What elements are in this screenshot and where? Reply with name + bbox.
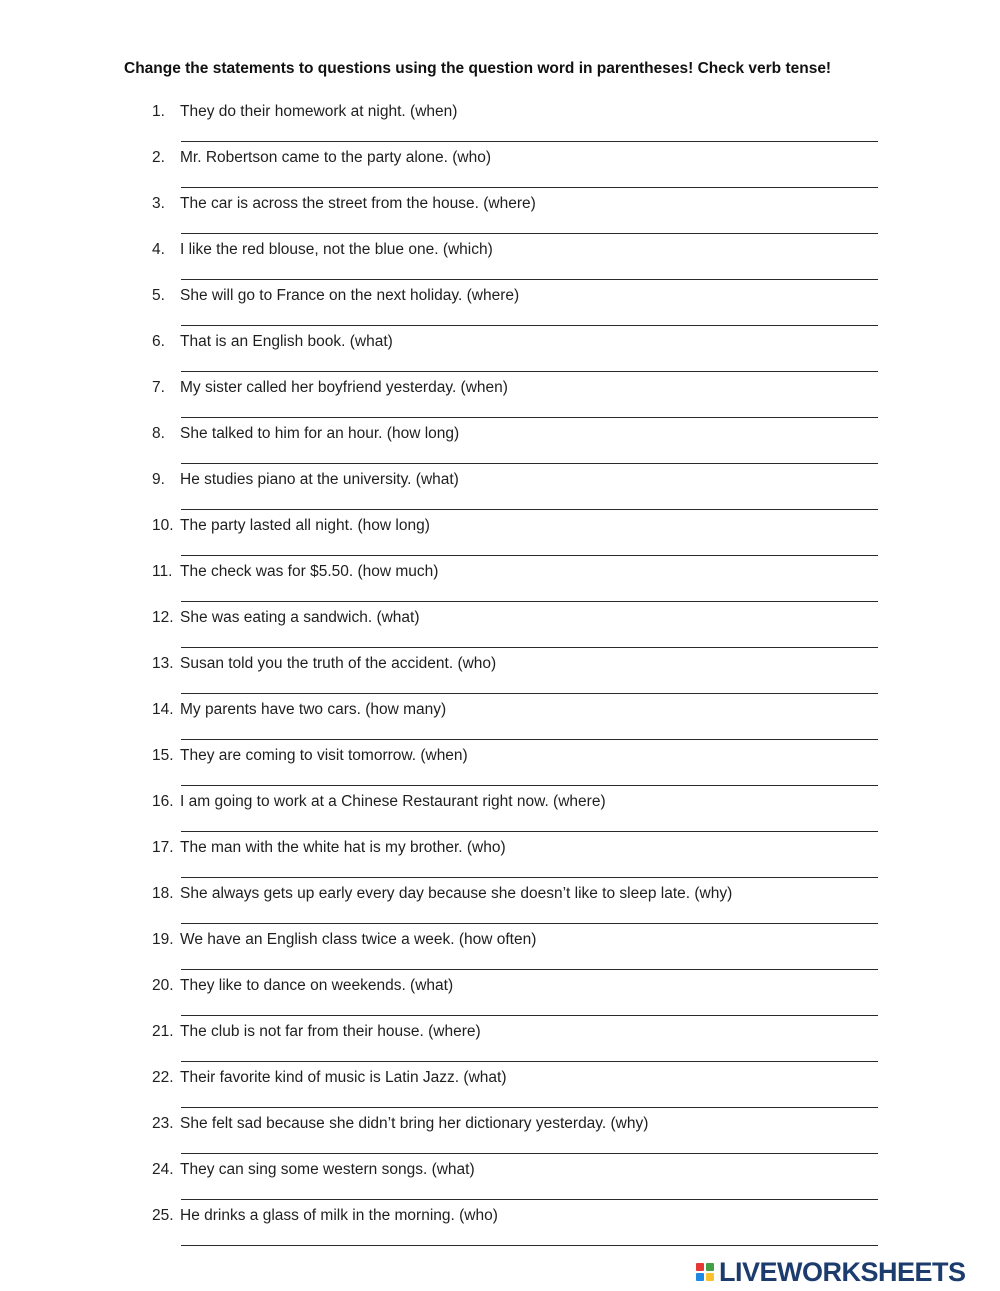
- question-statement: [152, 977, 453, 995]
- question-item: [0, 147, 1000, 193]
- question-text: They do their homework at night. (when): [180, 103, 458, 120]
- question-text: My parents have two cars. (how many): [180, 701, 447, 718]
- answer-input[interactable]: [181, 261, 878, 281]
- question-statement: [152, 1115, 648, 1133]
- question-statement: [152, 379, 508, 397]
- question-number: 22.: [152, 1069, 174, 1086]
- question-statement: [152, 931, 536, 949]
- answer-input[interactable]: [181, 123, 878, 143]
- question-text: We have an English class twice a week. (how often): [180, 931, 537, 948]
- answer-input[interactable]: [181, 1135, 878, 1155]
- question-statement: [152, 195, 536, 213]
- question-number: 12.: [152, 609, 174, 626]
- answer-input[interactable]: [181, 997, 878, 1017]
- answer-input[interactable]: [181, 445, 878, 465]
- answer-input[interactable]: [181, 675, 878, 695]
- answer-input[interactable]: [181, 491, 878, 511]
- answer-input[interactable]: [181, 905, 878, 925]
- question-statement: [152, 655, 496, 673]
- answer-input[interactable]: [181, 399, 878, 419]
- question-item: [0, 607, 1000, 653]
- question-item: [0, 285, 1000, 331]
- question-statement: [152, 149, 491, 167]
- question-item: [0, 515, 1000, 561]
- question-text: Their favorite kind of music is Latin Jazz. (what): [180, 1069, 507, 1086]
- question-statement: [152, 885, 732, 903]
- question-number: 14.: [152, 701, 174, 718]
- question-text: They like to dance on weekends. (what): [180, 977, 454, 994]
- question-number: 7.: [152, 379, 165, 396]
- question-number: 3.: [152, 195, 165, 212]
- question-item: [0, 975, 1000, 1021]
- question-item: [0, 791, 1000, 837]
- question-item: [0, 469, 1000, 515]
- question-number: 16.: [152, 793, 174, 810]
- question-number: 20.: [152, 977, 174, 994]
- question-item: [0, 837, 1000, 883]
- question-item: [0, 331, 1000, 377]
- question-text: He drinks a glass of milk in the morning. (who): [180, 1207, 498, 1224]
- answer-input[interactable]: [181, 951, 878, 971]
- question-statement: [152, 563, 438, 581]
- question-item: [0, 1113, 1000, 1159]
- answer-input[interactable]: [181, 353, 878, 373]
- question-text: My sister called her boyfriend yesterday. (when): [180, 379, 508, 396]
- question-item: [0, 1021, 1000, 1067]
- question-statement: [152, 1023, 481, 1041]
- question-text: She was eating a sandwich. (what): [180, 609, 420, 626]
- question-number: 15.: [152, 747, 174, 764]
- answer-input[interactable]: [181, 1043, 878, 1063]
- answer-input[interactable]: [181, 583, 878, 603]
- question-text: She felt sad because she didn’t bring her dictionary yesterday. (why): [180, 1115, 649, 1132]
- question-list: [0, 101, 1000, 1251]
- question-text: The car is across the street from the house. (where): [180, 195, 536, 212]
- question-item: [0, 193, 1000, 239]
- question-text: Susan told you the truth of the accident. (who): [180, 655, 497, 672]
- answer-input[interactable]: [181, 813, 878, 833]
- question-text: That is an English book. (what): [180, 333, 393, 350]
- question-text: They can sing some western songs. (what): [180, 1161, 475, 1178]
- question-statement: [152, 1207, 498, 1225]
- question-number: 21.: [152, 1023, 174, 1040]
- question-statement: [152, 701, 446, 719]
- question-item: [0, 745, 1000, 791]
- question-item: [0, 1205, 1000, 1251]
- question-statement: [152, 287, 519, 305]
- question-statement: [152, 471, 459, 489]
- question-number: 19.: [152, 931, 174, 948]
- question-number: 8.: [152, 425, 165, 442]
- question-text: She talked to him for an hour. (how long): [180, 425, 460, 442]
- liveworksheets-brand: [696, 1256, 966, 1288]
- question-item: [0, 423, 1000, 469]
- question-item: [0, 653, 1000, 699]
- question-text: The check was for $5.50. (how much): [180, 563, 439, 580]
- question-statement: [152, 793, 606, 811]
- question-number: 6.: [152, 333, 165, 350]
- question-statement: [152, 425, 459, 443]
- question-text: The man with the white hat is my brother. (who): [180, 839, 506, 856]
- logo-square-yellow: [706, 1273, 714, 1281]
- question-number: 4.: [152, 241, 165, 258]
- question-statement: [152, 333, 393, 351]
- question-number: 23.: [152, 1115, 174, 1132]
- answer-input[interactable]: [181, 1181, 878, 1201]
- answer-input[interactable]: [181, 1227, 878, 1247]
- answer-input[interactable]: [181, 537, 878, 557]
- question-text: They are coming to visit tomorrow. (when): [180, 747, 468, 764]
- logo-square-blue: [696, 1273, 704, 1281]
- question-number: 5.: [152, 287, 165, 304]
- answer-input[interactable]: [181, 169, 878, 189]
- question-item: [0, 1159, 1000, 1205]
- question-number: 9.: [152, 471, 165, 488]
- answer-input[interactable]: [181, 767, 878, 787]
- question-statement: [152, 609, 420, 627]
- question-number: 17.: [152, 839, 174, 856]
- question-item: [0, 883, 1000, 929]
- answer-input[interactable]: [181, 307, 878, 327]
- answer-input[interactable]: [181, 215, 878, 235]
- question-number: 11.: [152, 563, 173, 580]
- question-number: 2.: [152, 149, 165, 166]
- question-statement: [152, 1161, 475, 1179]
- question-text: I am going to work at a Chinese Restaurant right now. (where): [180, 793, 606, 810]
- logo-square-green: [706, 1263, 714, 1271]
- question-number: 25.: [152, 1207, 174, 1224]
- question-number: 24.: [152, 1161, 174, 1178]
- question-text: She will go to France on the next holiday. (where): [180, 287, 520, 304]
- question-text: She always gets up early every day because she doesn’t like to sleep late. (why): [180, 885, 733, 902]
- question-text: The party lasted all night. (how long): [180, 517, 430, 534]
- question-item: [0, 101, 1000, 147]
- question-statement: [152, 1069, 506, 1087]
- question-number: 1.: [152, 103, 165, 120]
- answer-input[interactable]: [181, 859, 878, 879]
- logo-square-red: [696, 1263, 704, 1271]
- question-statement: [152, 747, 468, 765]
- answer-input[interactable]: [181, 721, 878, 741]
- question-item: [0, 699, 1000, 745]
- question-item: [0, 929, 1000, 975]
- question-text: I like the red blouse, not the blue one. (which): [180, 241, 493, 258]
- question-statement: [152, 103, 457, 121]
- liveworksheets-logo-icon: [696, 1263, 714, 1281]
- question-number: 13.: [152, 655, 174, 672]
- question-statement: [152, 241, 493, 259]
- question-item: [0, 239, 1000, 285]
- question-number: 10.: [152, 517, 174, 534]
- question-number: 18.: [152, 885, 174, 902]
- liveworksheets-logo-text: LIVEWORKSHEETS: [719, 1256, 966, 1287]
- question-statement: [152, 517, 430, 535]
- answer-input[interactable]: [181, 629, 878, 649]
- question-text: He studies piano at the university. (what): [180, 471, 459, 488]
- worksheet-instructions: Change the statements to questions using the question word in parentheses! Check verb tense!: [124, 60, 832, 77]
- question-statement: [152, 839, 506, 857]
- question-text: Mr. Robertson came to the party alone. (who): [180, 149, 492, 166]
- question-item: [0, 561, 1000, 607]
- question-item: [0, 377, 1000, 423]
- question-item: [0, 1067, 1000, 1113]
- question-text: The club is not far from their house. (where): [180, 1023, 481, 1040]
- answer-input[interactable]: [181, 1089, 878, 1109]
